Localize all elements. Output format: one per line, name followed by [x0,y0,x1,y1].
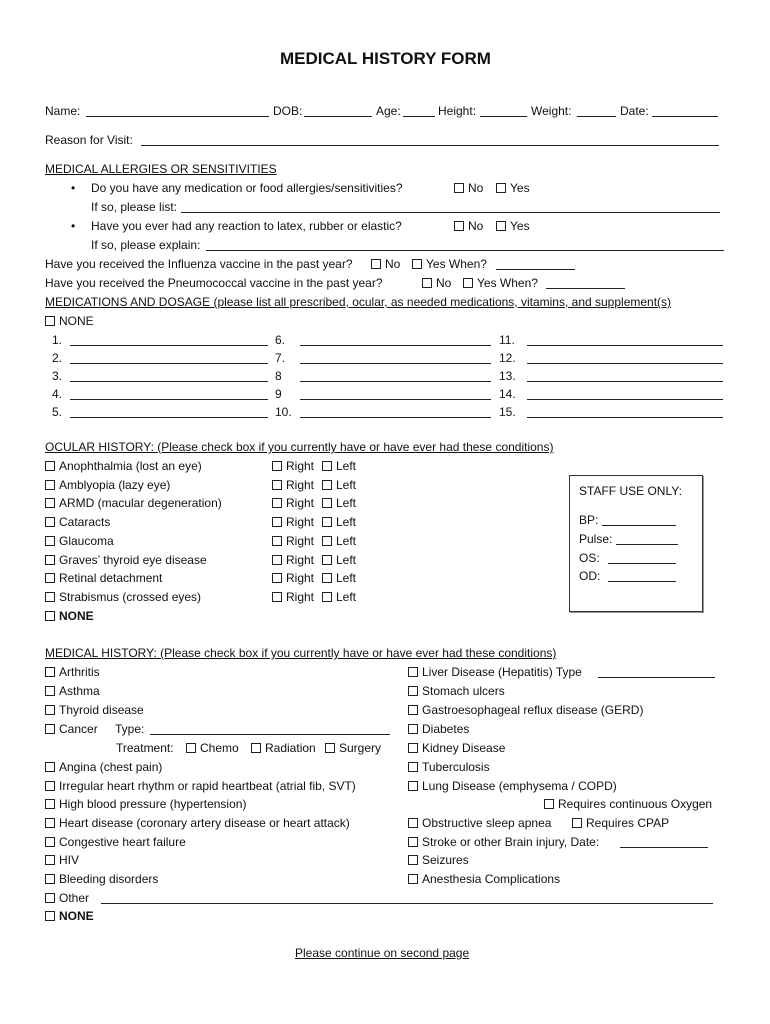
medication-number: 13. [499,369,516,383]
checkbox-icon[interactable] [371,259,381,269]
checkbox-icon[interactable] [45,724,55,734]
checkbox-icon[interactable] [186,743,196,753]
medication-number: 7. [275,351,286,365]
surgery-option[interactable] [325,741,381,755]
cancer-type-label: Type: [115,722,145,736]
medical-none-label: NONE [59,909,94,923]
allergy-no-option[interactable] [454,181,483,195]
hiv-option[interactable] [45,853,79,867]
stroke-date-field[interactable] [620,847,708,848]
latex-question: • Have you ever had any reaction to latex, rubber or elastic? [91,219,402,233]
dob-label: DOB: [273,104,303,118]
liver-option[interactable] [408,665,582,679]
bp-label: BP: [579,513,599,527]
checkbox-icon[interactable] [45,667,55,677]
right-label: Right [286,571,315,585]
seizures-label: Seizures [422,853,469,867]
medication-field[interactable] [527,399,723,400]
right-label: Right [286,534,315,548]
stroke-label: Stroke or other Brain injury, Date: [422,835,600,849]
bp-field[interactable] [602,525,676,526]
checkbox-icon[interactable] [45,555,55,565]
left-label: Left [336,478,357,492]
medication-field[interactable] [300,345,491,346]
medication-field[interactable] [527,363,723,364]
latex-yes-label: Yes [510,219,530,233]
flu-yes-option[interactable] [412,257,487,271]
checkbox-icon[interactable] [45,498,55,508]
checkbox-icon[interactable] [422,278,432,288]
checkbox-icon[interactable] [45,874,55,884]
ocular-condition-label: ARMD (macular degeneration) [59,496,222,510]
ocular-right-option[interactable] [272,590,314,604]
os-field[interactable] [608,563,676,564]
ocular-condition-label: Glaucoma [59,534,114,548]
pneumo-question: Have you received the Pneumococcal vaccine in the past year? [45,276,383,290]
ocular-condition-option[interactable] [45,515,110,529]
osa-label: Obstructive sleep apnea [422,816,552,830]
checkbox-icon[interactable] [322,498,332,508]
liver-label: Liver Disease (Hepatitis) Type [422,665,582,679]
irregular-option[interactable] [45,779,356,793]
ocular-left-option[interactable] [322,571,356,585]
other-option[interactable] [45,891,89,905]
osa-option[interactable] [408,816,551,830]
checkbox-icon[interactable] [272,555,282,565]
ocular-none-label: NONE [59,609,94,623]
medication-number: 12. [499,351,516,365]
ocular-condition-label: Retinal detachment [59,571,163,585]
checkbox-icon[interactable] [322,461,332,471]
checkbox-icon[interactable] [463,278,473,288]
oxygen-label: Requires continuous Oxygen [558,797,713,811]
ocular-condition-option[interactable] [45,478,170,492]
stroke-option[interactable] [408,835,599,849]
ocular-right-option[interactable] [272,515,314,529]
checkbox-icon[interactable] [45,705,55,715]
dob-field[interactable] [304,116,372,117]
allergy-question: • Do you have any medication or food allergies/sensitivities? [91,181,403,195]
ocular-left-option[interactable] [322,590,356,604]
right-label: Right [286,459,315,473]
bleeding-label: Bleeding disorders [59,872,159,886]
medication-field[interactable] [70,345,268,346]
latex-explain-label: If so, please explain: [91,238,201,252]
checkbox-icon[interactable] [408,667,418,677]
right-label: Right [286,553,315,567]
medication-number: 4. [52,387,63,401]
medical-none-option[interactable] [45,909,94,923]
checkbox-icon[interactable] [45,592,55,602]
age-label: Age: [376,104,401,118]
flu-question: Have you received the Influenza vaccine in the past year? [45,257,353,271]
checkbox-icon[interactable] [454,221,464,231]
cancer-option[interactable] [45,722,98,736]
latex-no-option[interactable] [454,219,483,233]
radiation-option[interactable] [251,741,316,755]
name-label: Name: [45,104,81,118]
asthma-label: Asthma [59,684,100,698]
checkbox-icon[interactable] [408,818,418,828]
bleeding-option[interactable] [45,872,158,886]
medication-number: 2. [52,351,63,365]
treatment-label: Treatment: [116,741,174,755]
checkbox-icon[interactable] [322,480,332,490]
tb-option[interactable] [408,760,490,774]
anesthesia-option[interactable] [408,872,560,886]
latex-explain-field[interactable] [206,250,724,251]
ocular-heading: OCULAR HISTORY: (Please check box if you currently have or have ever had these conditions) [45,440,554,454]
staff-title: STAFF USE ONLY: [579,484,682,498]
radiation-label: Radiation [265,741,316,755]
thyroid-option[interactable] [45,703,144,717]
diabetes-option[interactable] [408,722,469,736]
checkbox-icon[interactable] [45,893,55,903]
checkbox-icon[interactable] [45,799,55,809]
flu-when-field[interactable] [496,269,575,270]
flu-no-label: No [385,257,401,271]
checkbox-icon[interactable] [322,555,332,565]
weight-field[interactable] [577,116,616,117]
name-field[interactable] [86,116,269,117]
medication-field[interactable] [70,381,268,382]
height-label: Height: [438,104,477,118]
ocular-condition-label: Anophthalmia (lost an eye) [59,459,202,473]
heart-option[interactable] [45,816,350,830]
flu-yes-label: Yes When? [426,257,487,271]
checkbox-icon[interactable] [408,705,418,715]
other-field[interactable] [101,903,713,904]
pneumo-yes-option[interactable] [463,276,538,290]
hbp-label: High blood pressure (hypertension) [59,797,247,811]
medication-number: 3. [52,369,63,383]
date-field[interactable] [652,116,718,117]
pneumo-when-field[interactable] [546,288,625,289]
allergy-no-label: No [468,181,484,195]
checkbox-icon[interactable] [45,517,55,527]
reason-field[interactable] [141,145,719,146]
ocular-condition-option[interactable] [45,571,162,585]
medication-number: 8 [275,369,282,383]
right-label: Right [286,590,315,604]
checkbox-icon[interactable] [272,480,282,490]
checkbox-icon[interactable] [496,221,506,231]
allergy-list-field[interactable] [181,212,720,213]
os-label: OS: [579,551,600,565]
checkbox-icon[interactable] [408,762,418,772]
medication-number: 6. [275,333,286,347]
medication-field[interactable] [70,399,268,400]
gerd-label: Gastroesophageal reflux disease (GERD) [422,703,644,717]
page-title: MEDICAL HISTORY FORM [280,49,491,68]
angina-label: Angina (chest pain) [59,760,163,774]
age-field[interactable] [403,116,435,117]
checkbox-icon[interactable] [272,592,282,602]
checkbox-icon[interactable] [408,724,418,734]
other-label: Other [59,891,90,905]
checkbox-icon[interactable] [272,498,282,508]
medication-field[interactable] [300,363,491,364]
medication-number: 11. [499,333,515,347]
left-label: Left [336,496,357,510]
ocular-left-option[interactable] [322,515,356,529]
surgery-label: Surgery [339,741,382,755]
pneumo-no-label: No [436,276,452,290]
checkbox-icon[interactable] [408,837,418,847]
latex-yes-option[interactable] [496,219,530,233]
anesthesia-label: Anesthesia Complications [422,872,561,886]
medications-none-option[interactable] [45,314,94,328]
ocular-condition-option[interactable] [45,496,222,510]
checkbox-icon[interactable] [322,592,332,602]
checkbox-icon[interactable] [272,517,282,527]
checkbox-icon[interactable] [251,743,261,753]
left-label: Left [336,534,357,548]
weight-label: Weight: [531,104,572,118]
left-label: Left [336,459,357,473]
checkbox-icon[interactable] [45,573,55,583]
height-field[interactable] [480,116,527,117]
checkbox-icon[interactable] [45,781,55,791]
allergy-yes-label: Yes [510,181,530,195]
right-label: Right [286,515,315,529]
ocular-condition-option[interactable] [45,553,207,567]
medication-field[interactable] [300,399,491,400]
hiv-label: HIV [59,853,80,867]
ocular-condition-label: Amblyopia (lazy eye) [59,478,171,492]
medication-field[interactable] [527,345,723,346]
checkbox-icon[interactable] [408,874,418,884]
medication-field[interactable] [527,381,723,382]
checkbox-icon[interactable] [45,461,55,471]
ocular-left-option[interactable] [322,534,356,548]
ocular-right-option[interactable] [272,478,314,492]
checkbox-icon[interactable] [45,536,55,546]
liver-type-field[interactable] [598,677,715,678]
checkbox-icon[interactable] [325,743,335,753]
medication-number: 1. [52,333,63,347]
checkbox-icon[interactable] [272,573,282,583]
checkbox-icon[interactable] [272,536,282,546]
ocular-condition-label: Cataracts [59,515,111,529]
flu-no-option[interactable] [371,257,400,271]
thyroid-label: Thyroid disease [59,703,144,717]
latex-no-label: No [468,219,484,233]
ocular-left-option[interactable] [322,496,356,510]
ocular-left-option[interactable] [322,553,356,567]
ocular-right-option[interactable] [272,534,314,548]
ocular-condition-option[interactable] [45,534,114,548]
reason-label: Reason for Visit: [45,133,133,147]
checkbox-icon[interactable] [322,573,332,583]
left-label: Left [336,571,357,585]
arthritis-label: Arthritis [59,665,100,679]
checkbox-icon[interactable] [45,611,55,621]
cancer-label: Cancer [59,722,98,736]
checkbox-icon[interactable] [45,762,55,772]
ocular-right-option[interactable] [272,571,314,585]
kidney-label: Kidney Disease [422,741,506,755]
ocular-condition-option[interactable] [45,590,201,604]
pulse-field[interactable] [616,544,678,545]
ocular-condition-label: Graves’ thyroid eye disease [59,553,207,567]
pneumo-no-option[interactable] [422,276,451,290]
ocular-left-option[interactable] [322,459,356,473]
oxygen-option[interactable] [544,797,712,811]
checkbox-icon[interactable] [408,743,418,753]
gerd-option[interactable] [408,703,643,717]
allergy-list-label: If so, please list: [91,200,178,214]
allergies-heading: MEDICAL ALLERGIES OR SENSITIVITIES [45,162,277,176]
chf-label: Congestive heart failure [59,835,186,849]
checkbox-icon[interactable] [45,316,55,326]
arthritis-option[interactable] [45,665,100,679]
checkbox-icon[interactable] [408,686,418,696]
ocular-none-option[interactable] [45,609,94,623]
checkbox-icon[interactable] [408,781,418,791]
angina-option[interactable] [45,760,162,774]
continue-note: Please continue on second page [295,946,470,960]
heart-label: Heart disease (coronary artery disease or heart attack) [59,816,350,830]
tb-label: Tuberculosis [422,760,490,774]
ocular-condition-label: Strabismus (crossed eyes) [59,590,202,604]
date-label: Date: [620,104,649,118]
checkbox-icon[interactable] [45,686,55,696]
medication-field[interactable] [70,417,268,418]
ocular-left-option[interactable] [322,478,356,492]
medical-heading: MEDICAL HISTORY: (Please check box if you currently have or have ever had these conditions) [45,646,557,660]
checkbox-icon[interactable] [454,183,464,193]
checkbox-icon[interactable] [45,855,55,865]
irregular-label: Irregular heart rhythm or rapid heartbeat (atrial fib, SVT) [59,779,356,793]
seizures-option[interactable] [408,853,469,867]
right-label: Right [286,496,315,510]
ocular-right-option[interactable] [272,496,314,510]
ulcers-label: Stomach ulcers [422,684,505,698]
pneumo-yes-label: Yes When? [477,276,538,290]
chemo-option[interactable] [186,741,239,755]
chf-option[interactable] [45,835,186,849]
medication-field[interactable] [300,381,491,382]
medications-heading: MEDICATIONS AND DOSAGE (please list all prescribed, ocular, as needed medications, vitamins, and supplement(s) [45,295,672,309]
lung-label: Lung Disease (emphysema / COPD) [422,779,617,793]
chemo-label: Chemo [200,741,239,755]
checkbox-icon[interactable] [408,855,418,865]
medication-number: 14. [499,387,516,401]
lung-option[interactable] [408,779,617,793]
hbp-option[interactable] [45,797,246,811]
checkbox-icon[interactable] [572,818,582,828]
checkbox-icon[interactable] [412,259,422,269]
checkbox-icon[interactable] [45,480,55,490]
left-label: Left [336,515,357,529]
kidney-option[interactable] [408,741,505,755]
medications-none-label: NONE [59,314,94,328]
allergy-yes-option[interactable] [496,181,530,195]
medication-field[interactable] [70,363,268,364]
od-label: OD: [579,569,601,583]
medication-number: 10. [275,405,292,419]
checkbox-icon[interactable] [272,461,282,471]
ulcers-option[interactable] [408,684,505,698]
medication-number: 5. [52,405,63,419]
checkbox-icon[interactable] [544,799,554,809]
checkbox-icon[interactable] [322,536,332,546]
medication-field[interactable] [527,417,723,418]
cancer-type-field[interactable] [150,734,390,735]
checkbox-icon[interactable] [45,837,55,847]
cpap-label: Requires CPAP [586,816,670,830]
cpap-option[interactable] [572,816,669,830]
medication-number: 9 [275,387,282,401]
left-label: Left [336,590,357,604]
left-label: Left [336,553,357,567]
od-field[interactable] [608,581,676,582]
ocular-right-option[interactable] [272,553,314,567]
medication-field[interactable] [300,417,491,418]
ocular-condition-option[interactable] [45,459,202,473]
medication-number: 15. [499,405,516,419]
pulse-label: Pulse: [579,532,613,546]
checkbox-icon[interactable] [45,818,55,828]
checkbox-icon[interactable] [322,517,332,527]
right-label: Right [286,478,315,492]
checkbox-icon[interactable] [496,183,506,193]
asthma-option[interactable] [45,684,100,698]
ocular-right-option[interactable] [272,459,314,473]
diabetes-label: Diabetes [422,722,470,736]
checkbox-icon[interactable] [45,911,55,921]
